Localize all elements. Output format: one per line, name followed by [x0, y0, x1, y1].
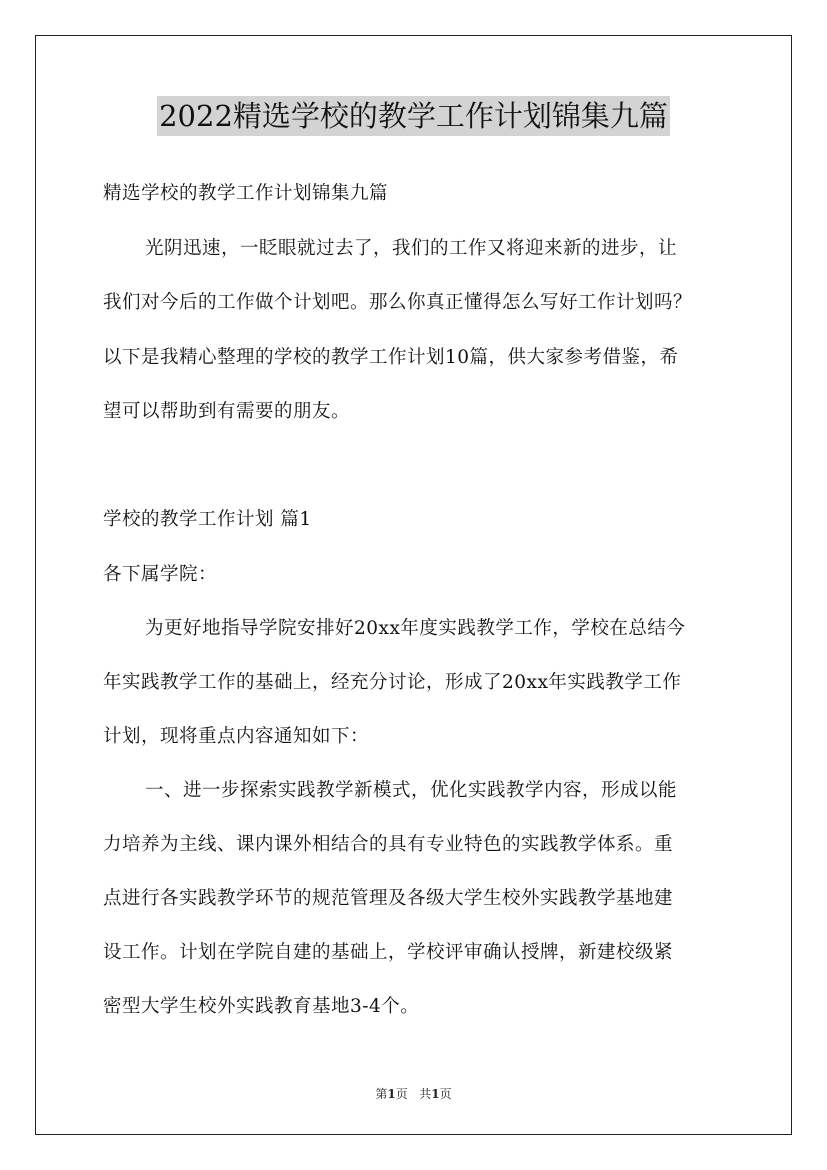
subtitle: 精选学校的教学工作计划锦集九篇 — [103, 183, 389, 204]
section-heading: 学校的教学工作计划 篇1 — [103, 509, 312, 530]
footer-page-number: 1 — [387, 1087, 396, 1101]
para1-line-3: 计划，现将重点内容通知如下： — [103, 726, 370, 747]
para2-line-1: 一、进一步探索实践教学新模式，优化实践教学内容，形成以能 — [145, 780, 678, 801]
para2-line-2: 力培养为主线、课内课外相结合的具有专业特色的实践教学体系。重 — [103, 834, 674, 855]
salutation: 各下属学院： — [103, 564, 218, 585]
page-footer — [0, 1085, 827, 1102]
footer-total-prefix: 共 — [419, 1087, 432, 1101]
footer-total-suffix: 页 — [439, 1087, 452, 1101]
para1-line-2: 年实践教学工作的基础上，经充分讨论，形成了20xx年实践教学工作 — [103, 672, 682, 693]
footer-total-number: 1 — [431, 1087, 440, 1101]
intro-line-3: 以下是我精心整理的学校的教学工作计划10篇，供大家参考借鉴，希 — [103, 347, 679, 368]
para2-line-3: 点进行各实践教学环节的规范管理及各级大学生校外实践教学基地建 — [103, 888, 674, 909]
para1-line-1: 为更好地指导学院安排好20xx年度实践教学工作，学校在总结今 — [145, 618, 686, 639]
title-container — [0, 96, 827, 136]
intro-line-4: 望可以帮助到有需要的朋友。 — [103, 401, 351, 422]
intro-line-1: 光阴迅速，一眨眼就过去了，我们的工作又将迎来新的进步，让 — [145, 238, 678, 259]
footer-page-suffix: 页 — [395, 1087, 408, 1101]
footer-page-prefix: 第 — [375, 1087, 388, 1101]
para2-line-5: 密型大学生校外实践教育基地3-4个。 — [103, 996, 420, 1017]
para2-line-4: 设工作。计划在学院自建的基础上，学校评审确认授牌，新建校级紧 — [103, 942, 674, 963]
document-title: 2022精选学校的教学工作计划锦集九篇 — [157, 96, 670, 136]
intro-line-2: 我们对今后的工作做个计划吧。那么你真正懂得怎么写好工作计划吗？ — [103, 292, 693, 313]
